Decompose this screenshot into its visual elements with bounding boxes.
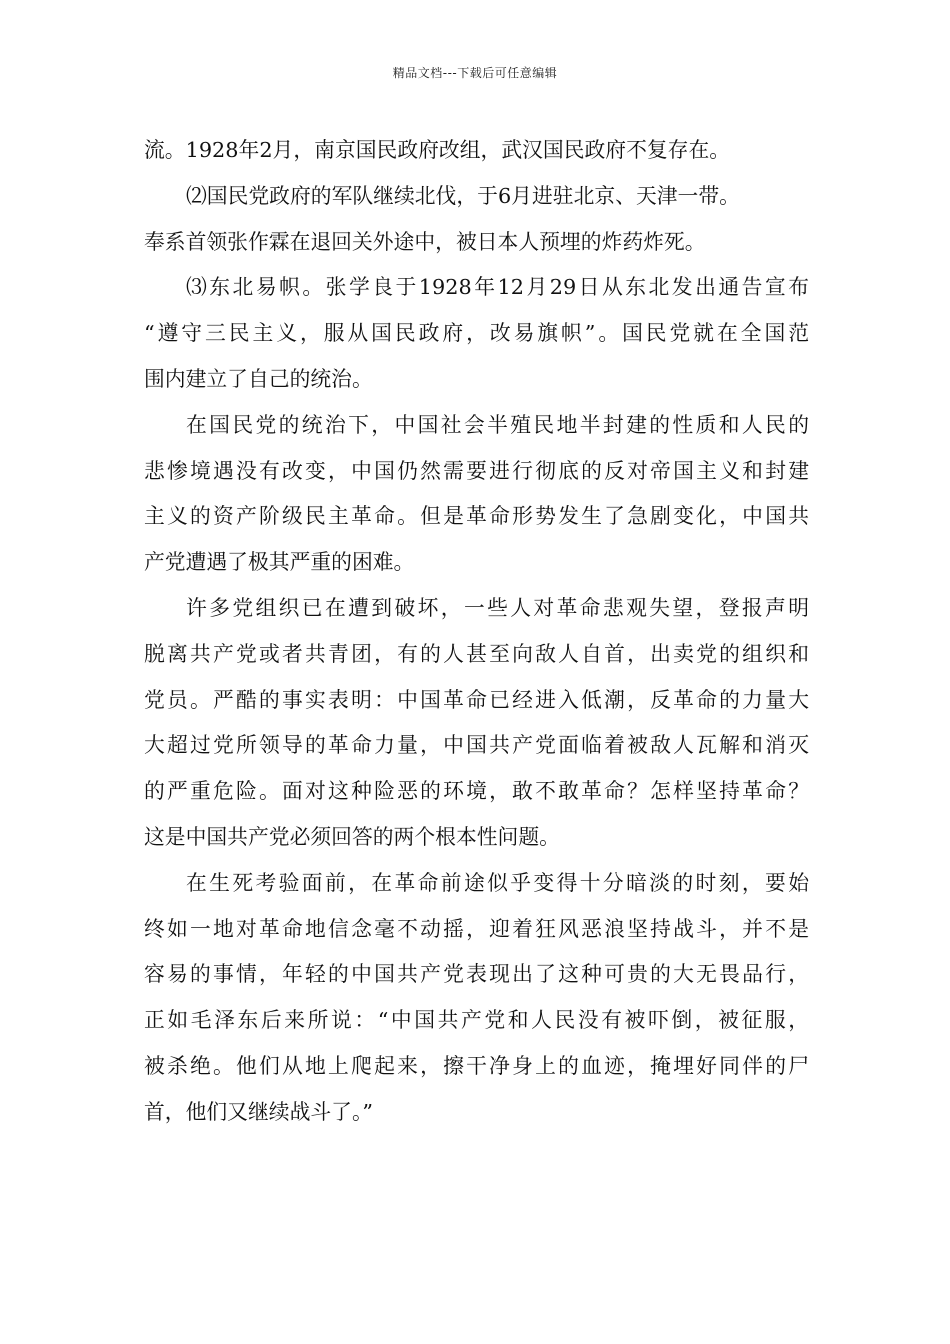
text-line: 正如毛泽东后来所说：“中国共产党和人民没有被吓倒，被征服， <box>144 1008 809 1033</box>
text-line: 首，他们又继续战斗了。” <box>144 1099 373 1124</box>
text-line: 流。1928年2月，南京国民政府改组，武汉国民政府不复存在。 <box>144 138 731 162</box>
text-line: 在生死考验面前，在革命前途似乎变得十分暗淡的时刻，要始 <box>186 870 809 895</box>
text-line: 主义的资产阶级民主革命。但是革命形势发生了急剧变化，中国共 <box>144 504 809 529</box>
page-header: 精品文档---下载后可任意编辑 <box>392 66 558 80</box>
text-line: 被杀绝。他们从地上爬起来，擦干净身上的血迹，掩埋好同伴的尸 <box>144 1053 809 1078</box>
text-line: 终如一地对革命地信念毫不动摇，迎着狂风恶浪坚持战斗，并不是 <box>144 916 809 941</box>
text-line: ⑶东北易帜。张学良于1928年12月29日从东北发出通告宣布 <box>186 275 809 300</box>
body-text <box>144 128 809 1136</box>
text-line: 产党遭遇了极其严重的困难。 <box>144 550 415 575</box>
text-line: 悲惨境遇没有改变，中国仍然需要进行彻底的反对帝国主义和封建 <box>144 458 809 483</box>
text-line: 这是中国共产党必须回答的两个根本性问题。 <box>144 824 560 849</box>
text-line: 大超过党所领导的革命力量，中国共产党面临着被敌人瓦解和消灭 <box>144 733 809 758</box>
text-line: 许多党组织已在遭到破坏，一些人对革命悲观失望，登报声明 <box>186 595 809 620</box>
text-line: 脱离共产党或者共青团，有的人甚至向敌人自首，出卖党的组织和 <box>144 641 809 666</box>
text-line: 容易的事情，年轻的中国共产党表现出了这种可贵的大无畏品行， <box>144 962 809 987</box>
text-line: 奉系首领张作霖在退回关外途中，被日本人预埋的炸药炸死。 <box>144 229 706 254</box>
text-line: 在国民党的统治下，中国社会半殖民地半封建的性质和人民的 <box>186 412 809 437</box>
text-line: “遵守三民主义，服从国民政府，改易旗帜”。国民党就在全国范 <box>144 321 809 346</box>
text-line: 党员。严酷的事实表明：中国革命已经进入低潮，反革命的力量大 <box>144 687 809 712</box>
text-line: ⑵国民党政府的军队继续北伐，于6月进驻北京、天津一带。 <box>186 183 740 208</box>
text-line: 的严重危险。面对这种险恶的环境，敢不敢革命？怎样坚持革命？ <box>144 779 809 804</box>
text-line: 围内建立了自己的统治。 <box>144 366 373 391</box>
